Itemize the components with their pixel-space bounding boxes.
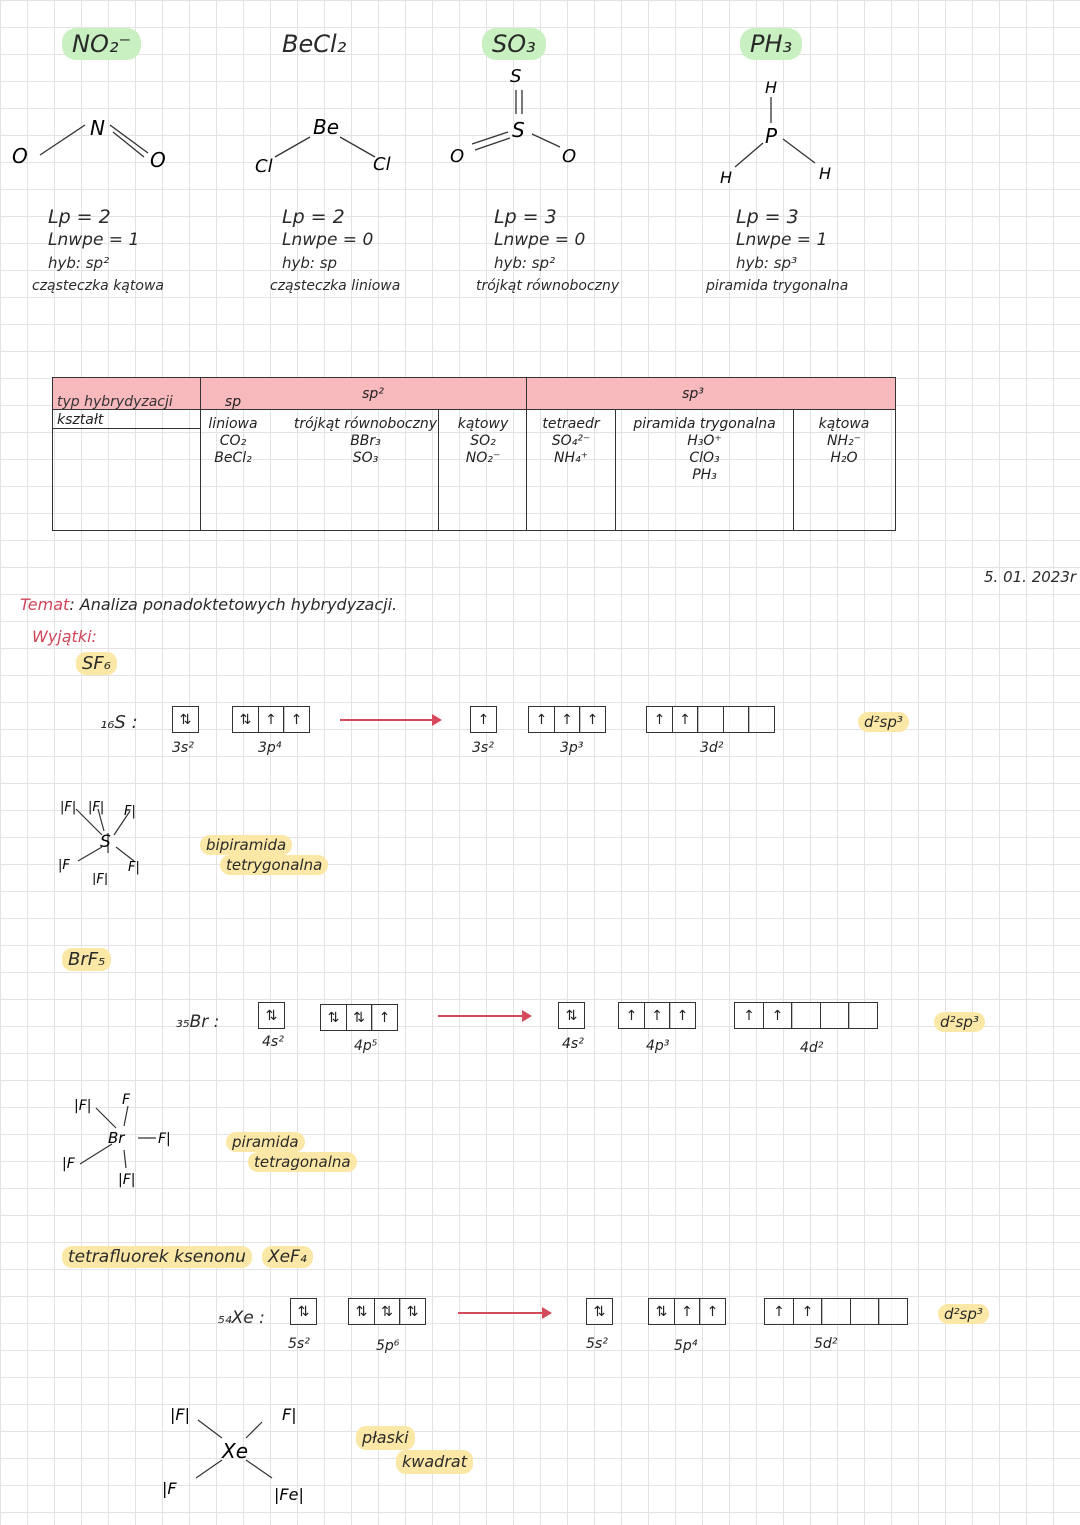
exceptions-label: Wyjątki:: [32, 627, 97, 646]
orbital-box: ⇅: [320, 1004, 347, 1031]
shape-line-1: płaski: [356, 1426, 415, 1450]
orbital-box: ⇅: [558, 1002, 585, 1029]
table-header-hyb-type: typ hybrydyzacji: [57, 394, 173, 410]
table-hyb-sp3: sp³: [682, 386, 704, 402]
shape-line-1: bipiramida: [200, 835, 292, 855]
topic-line: [20, 595, 397, 614]
case-xef4-formula: XeF₄: [262, 1246, 313, 1268]
label-xef4-5p: 5p⁶: [376, 1338, 400, 1354]
info-becl2: [270, 206, 401, 298]
orbital-box: [748, 706, 775, 733]
atom-o-right: O: [150, 148, 166, 172]
orbital-box: ↑: [672, 706, 699, 733]
formula-so3: SO₃: [482, 28, 546, 60]
f-atom: F|: [282, 1405, 297, 1424]
example: NH₄⁺: [553, 450, 588, 466]
atom-o-right: O: [562, 146, 577, 167]
formula-becl2: BeCl₂: [282, 30, 347, 58]
orbital-box: ↑: [579, 706, 606, 733]
lnwpe-ph3: Lnwpe = 1: [736, 230, 828, 250]
topic-text: : Analiza ponadoktetowych hybrydyzacji.: [69, 595, 398, 614]
label-xef4-5p-excited: 5p⁴: [674, 1338, 698, 1354]
lnwpe-so3: Lnwpe = 0: [494, 230, 586, 250]
f-atom: F|: [128, 860, 140, 875]
orbital-box: ↑: [470, 706, 497, 733]
structure-sf6: [58, 795, 168, 885]
shape-line-1: piramida: [226, 1132, 305, 1152]
example: NO₂⁻: [465, 450, 501, 466]
transition-arrow-xef4: [458, 1312, 550, 1314]
orbital-box: [878, 1298, 908, 1325]
f-atom: |F|: [88, 800, 105, 815]
orbital-box: ⇅: [346, 1004, 373, 1031]
orbital-box: ↑: [699, 1298, 726, 1325]
orb-brf5-4s: [258, 1002, 285, 1029]
table-col-sp: [203, 416, 263, 467]
example: PH₃: [692, 467, 717, 483]
label-brf5-4d: 4d²: [800, 1040, 824, 1056]
f-atom: F|: [124, 804, 136, 819]
f-atom: |F|: [170, 1405, 190, 1424]
structure-no2: [0, 115, 200, 185]
example: BBr₃: [350, 433, 381, 449]
orbital-box: ↑: [644, 1002, 671, 1029]
info-ph3: [706, 206, 849, 298]
table-col-sp2-angular: [439, 416, 527, 467]
label-xef4-5s: 5s²: [288, 1336, 310, 1352]
table-hyb-sp2: sp²: [362, 386, 384, 402]
transition-arrow-brf5: [438, 1015, 530, 1017]
label-brf5-4p: 4p⁵: [354, 1038, 378, 1054]
atom-h-right: H: [819, 164, 832, 183]
shape-linear: liniowa: [208, 416, 258, 432]
formula-no2: NO₂⁻: [62, 28, 141, 60]
orbital-box: [821, 1298, 851, 1325]
lp-becl2: Lp = 2: [282, 206, 345, 228]
shape-tetrahedral: tetraedr: [542, 416, 600, 432]
shape-line-2: kwadrat: [396, 1450, 473, 1474]
atom-xe: Xe: [222, 1439, 249, 1463]
orbital-box: ⇅: [374, 1298, 401, 1325]
shape-angular: kątowy: [457, 416, 509, 432]
label-xef4-5s-excited: 5s²: [586, 1336, 608, 1352]
label-sf6-3p: 3p⁴: [258, 740, 282, 756]
atom-o-left: O: [12, 144, 28, 168]
case-xef4-title: tetrafluorek ksenonu: [62, 1246, 252, 1268]
orb-sf6-3d: [646, 706, 775, 733]
lp-no2: Lp = 2: [48, 206, 111, 228]
orbital-box: ↑: [674, 1298, 701, 1325]
orb-xef4-5p: [348, 1298, 426, 1325]
orbital-box: [697, 706, 724, 733]
orb-sf6-3s-excited: [470, 706, 497, 733]
shape-line-2: tetragonalna: [248, 1152, 357, 1172]
result-sf6: d²sp³: [858, 712, 909, 732]
orb-brf5-4s-excited: [558, 1002, 585, 1029]
orbital-box: ↑: [371, 1004, 398, 1031]
result-xef4: d²sp³: [938, 1304, 989, 1324]
orbital-box: [848, 1002, 878, 1029]
shape-line-2: tetrygonalna: [220, 855, 328, 875]
orbital-box: ⇅: [399, 1298, 426, 1325]
orbital-box: ⇅: [290, 1298, 317, 1325]
orb-xef4-5d: [764, 1298, 908, 1325]
transition-arrow-sf6: [340, 719, 440, 721]
hyb-so3: hyb: sp²: [494, 254, 556, 272]
table-col-sp3-pyramid: [616, 416, 793, 484]
label-sf6-3s: 3s²: [172, 740, 194, 756]
shape-brf5: [226, 1132, 357, 1172]
f-atom: |F: [62, 1156, 75, 1172]
orbital-box: ↑: [283, 706, 310, 733]
atom-s: S: [512, 118, 525, 142]
info-so3: [476, 206, 620, 298]
atom-p: P: [765, 124, 778, 148]
orbital-box: ↑: [669, 1002, 696, 1029]
shape-so3: trójkąt równoboczny: [476, 278, 620, 294]
orb-xef4-5p-excited: [648, 1298, 726, 1325]
orb-brf5-4p: [320, 1004, 398, 1031]
lp-ph3: Lp = 3: [736, 206, 799, 228]
structure-ph3: [715, 75, 875, 185]
hyb-ph3: hyb: sp³: [736, 254, 798, 272]
f-atom: F: [122, 1092, 131, 1108]
orbital-box: ↑: [763, 1002, 793, 1029]
f-atom: F|: [158, 1131, 171, 1147]
atom-n: N: [90, 116, 105, 140]
table-col-sp2-trigonal: [293, 416, 438, 467]
orbital-box: ↑: [646, 706, 673, 733]
orbital-box: ↑: [793, 1298, 823, 1325]
shape-becl2: cząsteczka liniowa: [270, 278, 401, 294]
f-atom: |F|: [118, 1172, 136, 1188]
orbital-box: [791, 1002, 821, 1029]
case-xef4-atom: ₅₄Xe :: [218, 1308, 265, 1328]
atom-o-top: S: [510, 66, 522, 87]
orbital-box: ⇅: [172, 706, 199, 733]
orbital-box: [820, 1002, 850, 1029]
f-atom: |F|: [60, 800, 77, 815]
label-xef4-5d: 5d²: [814, 1336, 838, 1352]
orb-brf5-4d: [734, 1002, 878, 1029]
case-brf5-title: BrF₅: [62, 948, 111, 971]
example: SO₃: [352, 450, 379, 466]
orbital-box: ⇅: [232, 706, 259, 733]
orbital-box: ↑: [734, 1002, 764, 1029]
label-sf6-3p-excited: 3p³: [560, 740, 584, 756]
f-atom: |F: [162, 1479, 177, 1498]
shape-angular: kątowa: [818, 416, 870, 432]
shape-xef4: [356, 1426, 473, 1474]
label-sf6-3s-excited: 3s²: [472, 740, 494, 756]
atom-cl-left: Cl: [255, 156, 273, 177]
example: ClO₃: [689, 450, 720, 466]
table-row-label: kształt: [57, 412, 104, 428]
atom-h-left: H: [720, 168, 733, 185]
table-col-sp3-tetra: [527, 416, 615, 467]
case-brf5-atom: ₃₅Br :: [176, 1012, 220, 1032]
label-brf5-4s: 4s²: [262, 1034, 284, 1050]
case-sf6-atom: ₁₆S :: [100, 712, 138, 733]
orb-sf6-3p-excited: [528, 706, 606, 733]
f-atom: |Fe|: [274, 1485, 304, 1504]
formula-ph3: PH₃: [740, 28, 802, 60]
atom-be: Be: [313, 115, 340, 139]
table-hyb-sp: sp: [224, 394, 242, 410]
example: H₃O⁺: [687, 433, 722, 449]
hybridization-table: [52, 377, 896, 531]
f-atom: |F: [58, 858, 70, 873]
example: BeCl₂: [214, 450, 252, 466]
structure-xef4: [160, 1398, 320, 1508]
structure-becl2: [245, 112, 425, 182]
orbital-box: [850, 1298, 880, 1325]
lnwpe-becl2: Lnwpe = 0: [282, 230, 374, 250]
atom-cl-right: Cl: [373, 154, 391, 175]
structure-so3: [440, 62, 640, 172]
example: H₂O: [830, 450, 858, 466]
result-brf5: d²sp³: [934, 1012, 985, 1032]
hyb-no2: hyb: sp²: [48, 254, 110, 272]
lnwpe-no2: Lnwpe = 1: [48, 230, 140, 250]
orb-xef4-5s-excited: [586, 1298, 613, 1325]
orb-sf6-3p: [232, 706, 310, 733]
orbital-box: ⇅: [648, 1298, 675, 1325]
orbital-box: ⇅: [348, 1298, 375, 1325]
atom-br: Br: [108, 1129, 125, 1147]
orb-brf5-4p-excited: [618, 1002, 696, 1029]
atom-s: S: [100, 832, 111, 852]
atom-o-left: O: [450, 146, 465, 167]
label-brf5-4p-excited: 4p³: [646, 1038, 670, 1054]
table-col-sp3-angular: [794, 416, 894, 467]
hyb-becl2: hyb: sp: [282, 254, 338, 272]
orbital-box: [723, 706, 750, 733]
shape-no2: cząsteczka kątowa: [32, 278, 164, 294]
shape-pyramid: piramida trygonalna: [633, 416, 776, 432]
orb-sf6-3s: [172, 706, 199, 733]
orbital-box: ↑: [554, 706, 581, 733]
info-no2: [32, 206, 164, 298]
orbital-box: ↑: [528, 706, 555, 733]
shape-trigonal: trójkąt równoboczny: [293, 416, 438, 432]
example: SO₄²⁻: [551, 433, 591, 449]
f-atom: |F|: [74, 1098, 92, 1114]
orbital-box: ⇅: [586, 1298, 613, 1325]
atom-h-top: H: [765, 78, 778, 97]
orb-xef4-5s: [290, 1298, 317, 1325]
orbital-box: ⇅: [258, 1002, 285, 1029]
lp-so3: Lp = 3: [494, 206, 557, 228]
example: NH₂⁻: [826, 433, 861, 449]
label-sf6-3d: 3d²: [700, 740, 724, 756]
case-sf6-title: SF₆: [76, 652, 117, 675]
shape-ph3: piramida trygonalna: [706, 278, 849, 294]
orbital-box: ↑: [618, 1002, 645, 1029]
example: SO₂: [470, 433, 496, 449]
shape-sf6: [200, 835, 328, 875]
example: CO₂: [219, 433, 247, 449]
date-label: 5. 01. 2023r: [984, 568, 1077, 586]
orbital-box: ↑: [764, 1298, 794, 1325]
f-atom: |F|: [92, 872, 109, 885]
orbital-box: ↑: [258, 706, 285, 733]
label-brf5-4s-excited: 4s²: [562, 1036, 584, 1052]
structure-brf5: [60, 1088, 190, 1188]
topic-label: Temat: [20, 595, 70, 614]
